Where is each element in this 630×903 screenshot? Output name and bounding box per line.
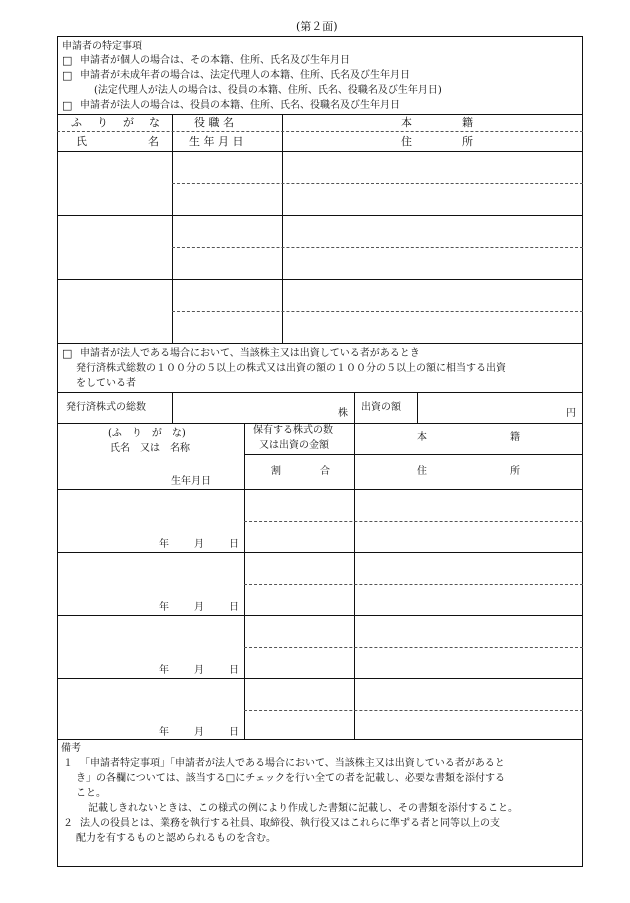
s2-line1: 申請者が法人である場合において、当該株主又は出資している者があるとき xyxy=(80,348,420,359)
hdr-furigana-3: が xyxy=(123,116,134,129)
s1-col1 xyxy=(172,114,173,343)
opt2-label: 申請者が未成年者の場合は、法定代理人の本籍、住所、氏名及び生年月日 xyxy=(80,70,410,81)
s2-col1 xyxy=(244,423,245,739)
s2-total-div2 xyxy=(354,392,355,423)
section1-title: 申請者の特定事項 xyxy=(62,41,142,52)
note1-num: １ xyxy=(63,758,73,769)
hdr-seinen: 生 年 月 日 xyxy=(189,135,244,148)
opt3-label: 申請者が法人の場合は、役員の本籍、住所、氏名、役職名及び生年月日 xyxy=(80,100,400,111)
s2-table-top xyxy=(57,392,583,393)
sh-birth: 生年月日 xyxy=(171,476,211,487)
frame-bottom xyxy=(57,866,583,867)
row3-day: 日 xyxy=(229,665,239,676)
hdr-honseki-1: 本 xyxy=(401,116,412,129)
s2-line3: をしている者 xyxy=(76,378,136,389)
yen-unit: 円 xyxy=(566,408,576,419)
sh-name: 氏名 又は 名称 xyxy=(110,443,190,454)
note1-line1: 「申請者特定事項」「申請者が法人である場合において、当該株主又は出資している者があると xyxy=(80,758,505,769)
frame-right xyxy=(582,36,583,867)
opt1-label: 申請者が個人の場合は、その本籍、住所、氏名及び生年月日 xyxy=(80,55,350,66)
opt3-checkbox[interactable]: □ xyxy=(62,99,73,112)
hdr-jusho-1: 住 xyxy=(401,135,412,148)
s2-col2 xyxy=(354,423,355,739)
s2-row4-mid xyxy=(244,710,583,711)
total-shares-label: 発行済株式の総数 xyxy=(66,402,146,413)
row4-month: 月 xyxy=(194,727,204,738)
s1-row2-bottom xyxy=(57,279,583,280)
s1-col2 xyxy=(282,114,283,343)
note1-line3: こと。 xyxy=(76,788,106,799)
row2-day: 日 xyxy=(229,602,239,613)
sh-holding1: 保有する株式の数 xyxy=(253,425,333,436)
s2-row3-bottom xyxy=(57,678,583,679)
s1-row2-mid xyxy=(172,247,583,248)
note2-num: ２ xyxy=(63,818,73,829)
hdr-jusho-2: 所 xyxy=(462,135,473,148)
row2-month: 月 xyxy=(194,602,204,613)
s1-row1-mid xyxy=(172,183,583,184)
row3-year: 年 xyxy=(159,665,169,676)
s2-row3-mid xyxy=(244,647,583,648)
s2-row2-mid xyxy=(244,584,583,585)
s1-header-divider xyxy=(57,131,583,132)
s2-hdr-mid xyxy=(244,454,583,455)
note2-line1: 法人の役員とは、業務を執行する社員、取締役、執行役又はこれらに準ずる者と同等以上の支 xyxy=(80,818,500,829)
frame-left xyxy=(57,36,58,867)
opt1-checkbox[interactable]: □ xyxy=(62,54,73,67)
note1-line2: き」の各欄については、該当する□にチェックを行い全ての者を記載し、必要な書類を添付する xyxy=(76,773,505,784)
sh-ratio-2: 合 xyxy=(320,466,330,477)
row2-year: 年 xyxy=(159,602,169,613)
sh-furigana: (ふ り が な) xyxy=(108,428,186,439)
s1-header-bottom xyxy=(57,151,583,152)
row4-day: 日 xyxy=(229,727,239,738)
note1-line4: 記載しきれないときは、この様式の例により作成した書類に記載し、その書類を添付すること。 xyxy=(88,803,518,814)
investment-label: 出資の額 xyxy=(361,402,401,413)
page-label: (第２面) xyxy=(296,20,338,33)
hdr-furigana-1: ふ xyxy=(71,116,82,129)
sh-holding2: 又は出資の金額 xyxy=(259,440,329,451)
row1-month: 月 xyxy=(194,539,204,550)
hdr-shimei-2: 名 xyxy=(148,135,159,148)
hdr-honseki-2: 籍 xyxy=(462,116,473,129)
s1-table-top xyxy=(57,114,583,115)
s2-row1-bottom xyxy=(57,552,583,553)
s2-row1-mid xyxy=(244,521,583,522)
row1-day: 日 xyxy=(229,539,239,550)
sh-jusho-1: 住 xyxy=(417,466,427,477)
notes-title: 備考 xyxy=(61,743,81,754)
sh-honseki-1: 本 xyxy=(417,432,427,443)
s1-bottom xyxy=(57,343,583,344)
s2-checkbox[interactable]: □ xyxy=(62,347,73,360)
s1-row1-bottom xyxy=(57,215,583,216)
sh-honseki-2: 籍 xyxy=(510,432,520,443)
s1-row3-mid xyxy=(172,311,583,312)
hdr-furigana-2: り xyxy=(97,116,108,129)
hdr-furigana-4: な xyxy=(149,116,160,129)
hdr-shimei-1: 氏 xyxy=(76,135,87,148)
hdr-yakushoku: 役 職 名 xyxy=(194,116,234,129)
sh-jusho-2: 所 xyxy=(510,466,520,477)
s2-total-bottom xyxy=(57,423,583,424)
s2-line2: 発行済株式総数の１００分の５以上の株式又は出資の額の１００分の５以上の額に相当する出資 xyxy=(76,363,506,374)
s2-total-div3 xyxy=(417,392,418,423)
frame-top xyxy=(57,36,583,37)
s2-bottom xyxy=(57,739,583,740)
s2-hdr-bottom xyxy=(57,489,583,490)
opt2-checkbox[interactable]: □ xyxy=(62,69,73,82)
s2-total-div1 xyxy=(172,392,173,423)
row4-year: 年 xyxy=(159,727,169,738)
opt2-note: (法定代理人が法人の場合は、役員の本籍、住所、氏名、役職名及び生年月日) xyxy=(94,85,442,96)
note2-line2: 配力を有するものと認められるものを含む。 xyxy=(76,833,276,844)
row1-year: 年 xyxy=(159,539,169,550)
shares-unit: 株 xyxy=(338,408,348,419)
s2-row2-bottom xyxy=(57,615,583,616)
sh-ratio-1: 割 xyxy=(271,466,281,477)
row3-month: 月 xyxy=(194,665,204,676)
